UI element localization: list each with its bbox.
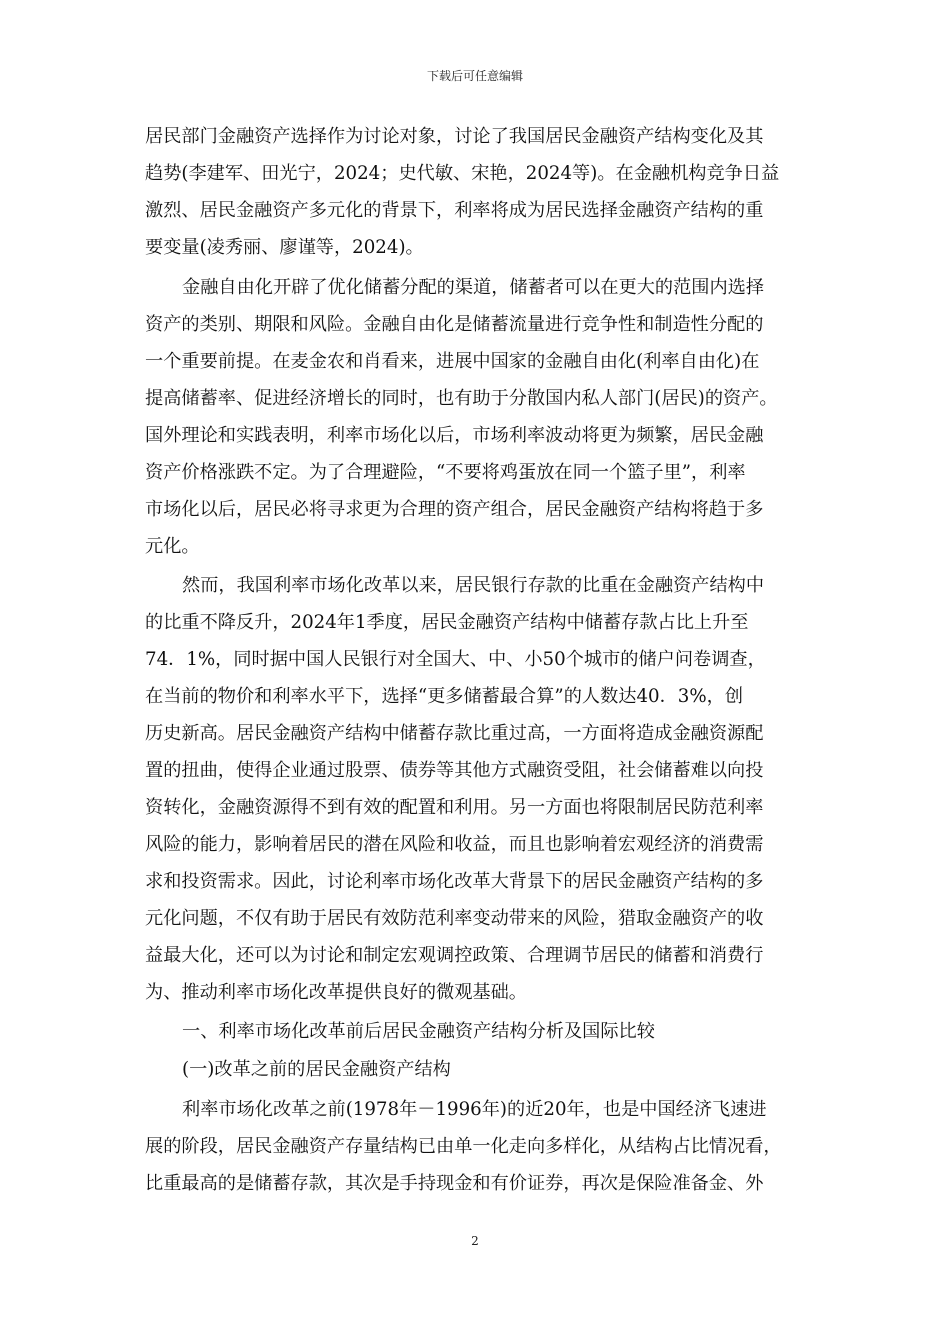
text-line: 资产的类别、期限和风险。金融自由化是储蓄流量进行竞争性和制造性分配的 — [145, 314, 764, 335]
text-line: 74．1%，同时据中国人民银行对全国大、中、小50个城市的储户问卷调查， — [145, 649, 766, 670]
text-line: 资转化，金融资源得不到有效的配置和利用。另一方面也将限制居民防范利率 — [145, 797, 764, 818]
text-line: 资产价格涨跌不定。为了合理避险，“不要将鸡蛋放在同一个篮子里”，利率 — [145, 462, 746, 483]
text-line: 为、推动利率市场化改革提供良好的微观基础。 — [145, 982, 527, 1003]
text-line: 国外理论和实践表明，利率市场化以后，市场利率波动将更为频繁，居民金融 — [145, 425, 764, 446]
text-line: 求和投资需求。因此，讨论利率市场化改革大背景下的居民金融资产结构的多 — [145, 871, 764, 892]
text-line: 元化问题，不仅有助于居民有效防范利率变动带来的风险，猎取金融资产的收 — [145, 908, 764, 929]
text-line: 置的扭曲，使得企业通过股票、债券等其他方式融资受阻，社会储蓄难以向投 — [145, 760, 764, 781]
text-line: 风险的能力，影响着居民的潜在风险和收益，而且也影响着宏观经济的消费需 — [145, 834, 764, 855]
text-line: 比重最高的是储蓄存款，其次是手持现金和有价证券，再次是保险准备金、外 — [145, 1173, 764, 1194]
text-line: 历史新高。居民金融资产结构中储蓄存款比重过高，一方面将造成金融资源配 — [145, 723, 764, 744]
text-line: 展的阶段，居民金融资产存量结构已由单一化走向多样化，从结构占比情况看， — [145, 1136, 782, 1157]
text-line: 元化。 — [145, 536, 200, 557]
text-line: 要变量(凌秀丽、廖谨等，2024)。 — [145, 237, 424, 258]
paragraph-first-line: 金融自由化开辟了优化储蓄分配的渠道，储蓄者可以在更大的范围内选择 — [182, 277, 765, 298]
text-line: 的比重不降反升，2024年1季度，居民金融资产结构中储蓄存款占比上升至 — [145, 612, 749, 633]
text-line: 居民部门金融资产选择作为讨论对象，讨论了我国居民金融资产结构变化及其 — [145, 126, 764, 147]
paragraph-first-line: 然而，我国利率市场化改革以来，居民银行存款的比重在金融资产结构中 — [182, 575, 765, 596]
page-header: 下载后可任意编辑 — [426, 69, 523, 83]
text-line: 在当前的物价和利率水平下，选择“更多储蓄最合算”的人数达40．3%，创 — [145, 686, 744, 707]
page-number: 2 — [471, 1234, 479, 1248]
subsection-heading: (一)改革之前的居民金融资产结构 — [182, 1059, 451, 1080]
text-line: 一个重要前提。在麦金农和肖看来，进展中国家的金融自由化(利率自由化)在 — [145, 351, 760, 372]
text-line: 提高储蓄率、促进经济增长的同时，也有助于分散国内私人部门(居民)的资产。 — [145, 388, 778, 409]
text-line: 激烈、居民金融资产多元化的背景下，利率将成为居民选择金融资产结构的重 — [145, 200, 764, 221]
text-line: 市场化以后，居民必将寻求更为合理的资产组合，居民金融资产结构将趋于多 — [145, 499, 764, 520]
section-heading: 一、利率市场化改革前后居民金融资产结构分析及国际比较 — [182, 1021, 655, 1042]
paragraph-first-line: 利率市场化改革之前(1978年－1996年)的近20年，也是中国经济飞速进 — [182, 1099, 767, 1120]
text-line: 趋势(李建军、田光宁，2024；史代敏、宋艳，2024等)。在金融机构竞争日益 — [145, 163, 780, 184]
text-line: 益最大化，还可以为讨论和制定宏观调控政策、合理调节居民的储蓄和消费行 — [145, 945, 764, 966]
